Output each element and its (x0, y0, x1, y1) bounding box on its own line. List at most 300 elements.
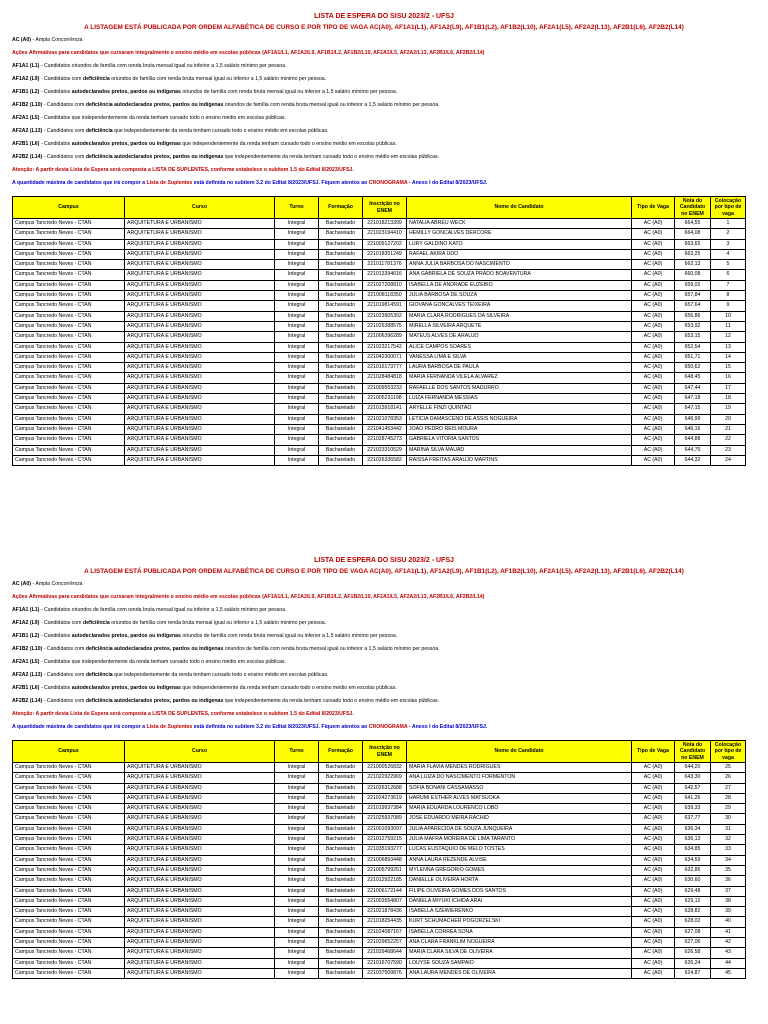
list-section-1 (12, 12, 756, 466)
table-header-row (13, 741, 746, 763)
table-cell: 644,32 (675, 455, 711, 465)
table-cell: Campus Tancredo Neves - CTAN (13, 793, 125, 803)
table-cell: ARQUITETURA E URBANISMO (125, 876, 275, 886)
table-cell: AC (A0) (632, 404, 675, 414)
table-cell: GABRIELA VITORIA SANTOS (407, 435, 632, 445)
quota-line (12, 73, 756, 86)
table-cell: Integral (275, 311, 319, 321)
table-cell: Bacharelado (319, 249, 363, 259)
table-cell: AC (A0) (632, 865, 675, 875)
column-header: Turno (275, 197, 319, 219)
table-cell: 36 (711, 876, 746, 886)
table-cell: Integral (275, 824, 319, 834)
table-cell: DANIELA MIYUKI ICHIDA ARAI (407, 896, 632, 906)
table-cell: 221042300071 (363, 352, 407, 362)
table-cell: 24 (711, 455, 746, 465)
table-cell: 221008118350 (363, 291, 407, 301)
table-cell: AC (A0) (632, 321, 675, 331)
attention-text: Atenção: A partir desta Lista de Espera será composta a LISTA DE SUPLENTES, conforme estabelece o subitem 1.5 do Edital 8/2023/UFSJ. (12, 167, 354, 173)
table-row (13, 291, 746, 301)
table-cell: Integral (275, 424, 319, 434)
quota-emphasis: deficiência autodeclarados pretos, pardos ou indígenas (85, 698, 224, 704)
table-row (13, 249, 746, 259)
quota-text: que independentemente da renda tenham cursado todo o ensino médio em escolas públicas. (223, 154, 440, 160)
table-cell: 626,24 (675, 958, 711, 968)
table-cell: 221024087167 (363, 927, 407, 937)
table-cell: NATALIA ABREU WECK (407, 219, 632, 229)
table-cell: MIRELLA SILVEIRA ARQUETE (407, 321, 632, 331)
table-cell: 1 (711, 219, 746, 229)
table-cell: ARQUITETURA E URBANISMO (125, 342, 275, 352)
table-cell: Bacharelado (319, 783, 363, 793)
table-cell: Bacharelado (319, 301, 363, 311)
table-row (13, 876, 746, 886)
table-cell: 221027208810 (363, 280, 407, 290)
ac-line (12, 34, 756, 47)
table-cell: Integral (275, 239, 319, 249)
column-header: Curso (125, 741, 275, 763)
quota-emphasis: autodeclarados pretos, pardos ou indígenas (71, 633, 181, 639)
table-cell: 221005231198 (363, 394, 407, 404)
column-header: Campus (13, 741, 125, 763)
table-cell: Bacharelado (319, 435, 363, 445)
table-cell: ARQUITETURA E URBANISMO (125, 280, 275, 290)
table-cell: ARQUITETURA E URBANISMO (125, 896, 275, 906)
table-cell: Integral (275, 814, 319, 824)
table-cell: 221025937089 (363, 814, 407, 824)
table-cell: 14 (711, 352, 746, 362)
table-cell: AC (A0) (632, 804, 675, 814)
table-cell: AC (A0) (632, 260, 675, 270)
table-cell: Integral (275, 917, 319, 927)
table-cell: AC (A0) (632, 855, 675, 865)
quota-text: - Candidatos (39, 141, 72, 147)
table-cell: Campus Tancredo Neves - CTAN (13, 249, 125, 259)
table-cell: AC (A0) (632, 845, 675, 855)
table-cell: 221001093097 (363, 824, 407, 834)
table-row (13, 301, 746, 311)
table-cell: Bacharelado (319, 855, 363, 865)
waitlist-table (12, 196, 746, 466)
table-cell: 644,75 (675, 445, 711, 455)
quota-code: AF2A2 (L13) (12, 672, 43, 678)
table-cell: Integral (275, 845, 319, 855)
table-cell: 34 (711, 855, 746, 865)
table-row (13, 321, 746, 331)
table-cell: 653,92 (675, 321, 711, 331)
table-cell: HARUMI ESTHER ALVES MATSUOKA (407, 793, 632, 803)
table-cell: ARQUITETURA E URBANISMO (125, 917, 275, 927)
table-cell: 634,85 (675, 845, 711, 855)
quota-code: AF1A1 (L1) (12, 607, 40, 613)
table-cell: AC (A0) (632, 280, 675, 290)
quota-code: AF2B1 (L6) (12, 141, 40, 147)
table-cell: 662,13 (675, 260, 711, 270)
table-cell: AC (A0) (632, 886, 675, 896)
quota-line (12, 60, 756, 73)
table-row (13, 239, 746, 249)
quota-line (12, 604, 756, 617)
table-row (13, 917, 746, 927)
table-cell: ARQUITETURA E URBANISMO (125, 773, 275, 783)
table-cell: Bacharelado (319, 321, 363, 331)
table-cell: Integral (275, 938, 319, 948)
table-cell: Integral (275, 763, 319, 773)
table-row (13, 373, 746, 383)
table-cell: 663,25 (675, 249, 711, 259)
table-cell: ARQUITETURA E URBANISMO (125, 865, 275, 875)
quantity-text-a: A quantidade máxima de candidatos que irá compor a (12, 180, 147, 186)
table-cell: Integral (275, 394, 319, 404)
table-cell: AC (A0) (632, 332, 675, 342)
table-cell: Bacharelado (319, 445, 363, 455)
table-cell: Integral (275, 373, 319, 383)
table-cell: 221005799251 (363, 865, 407, 875)
quota-code: AF1B1 (L2) (12, 89, 40, 95)
table-cell: 8 (711, 291, 746, 301)
table-cell: ARQUITETURA E URBANISMO (125, 383, 275, 393)
table-cell: GIOVANA GONCALVES TEIXEIRA (407, 301, 632, 311)
table-cell: 627,06 (675, 938, 711, 948)
table-cell: AC (A0) (632, 793, 675, 803)
quota-emphasis: autodeclarados pretos, pardos ou indígenas (71, 89, 181, 95)
table-cell: AC (A0) (632, 291, 675, 301)
table-row (13, 907, 746, 917)
table-cell: Campus Tancredo Neves - CTAN (13, 824, 125, 834)
table-cell: 221021878436 (363, 907, 407, 917)
table-cell: Integral (275, 352, 319, 362)
column-header: Colocação por tipo de vaga (711, 741, 746, 763)
table-row (13, 332, 746, 342)
table-cell: Integral (275, 342, 319, 352)
quota-code: AF2B2 (L14) (12, 698, 43, 704)
table-cell: ARQUITETURA E URBANISMO (125, 835, 275, 845)
table-cell: LURY GALDINO KATO (407, 239, 632, 249)
table-cell: Campus Tancredo Neves - CTAN (13, 845, 125, 855)
table-cell: Bacharelado (319, 824, 363, 834)
quota-text: oriundos de família com renda bruta mensal igual ou inferior a 1,5 salário mínimo per pessoa. (180, 89, 398, 95)
table-row (13, 342, 746, 352)
column-header: Tipo de Vaga (632, 741, 675, 763)
quota-definitions (12, 60, 756, 164)
table-cell: ARQUITETURA E URBANISMO (125, 394, 275, 404)
table-cell: AC (A0) (632, 927, 675, 937)
table-cell: Integral (275, 927, 319, 937)
table-cell: ISABELLA CORREA SONA (407, 927, 632, 937)
table-cell: AC (A0) (632, 270, 675, 280)
table-cell: LUIZA FERNANDA MESSIAS (407, 394, 632, 404)
table-cell: 40 (711, 917, 746, 927)
table-cell: 2 (711, 229, 746, 239)
table-cell: 221013918141 (363, 404, 407, 414)
quota-text: que independentemente da renda tenham cursado todo o ensino médio em escolas públicas. (112, 672, 329, 678)
affirmative-actions-codes: (AF1A1/L1, AF1A2/L9, AF1B1/L2, AF1B2/L10, AF2A1/L5, AF2A2/L13, AF2B1/L6, AF2B2/L14) (262, 594, 485, 600)
list-section-2 (12, 556, 756, 979)
table-cell: 221029652257 (363, 938, 407, 948)
table-cell: 221018254435 (363, 917, 407, 927)
quota-line (12, 99, 756, 112)
table-cell: 646,16 (675, 424, 711, 434)
table-cell: 221011781376 (363, 260, 407, 270)
table-cell: 221026388575 (363, 321, 407, 331)
table-cell: Integral (275, 363, 319, 373)
table-cell: AC (A0) (632, 394, 675, 404)
table-cell: 15 (711, 363, 746, 373)
table-cell: AC (A0) (632, 219, 675, 229)
table-cell: DANIELLE OLIVEIRA HORTA (407, 876, 632, 886)
table-cell: Integral (275, 907, 319, 917)
table-cell: ARQUITETURA E URBANISMO (125, 814, 275, 824)
table-cell: 221016173777 (363, 363, 407, 373)
attention-text: Atenção: A partir desta Lista de Espera será composta a LISTA DE SUPLENTES, conforme estabelece o subitem 1.5 do Edital 8/2023/UFSJ. (12, 711, 354, 717)
table-cell: 26 (711, 773, 746, 783)
quantity-text-d: CRONOGRAMA (368, 724, 408, 730)
table-cell: MYLENNA GREGORIO GOMES (407, 865, 632, 875)
quota-definitions (12, 604, 756, 708)
table-cell: 221003554807 (363, 896, 407, 906)
list-title: LISTA DE ESPERA DO SISU 2023/2 - UFSJ (314, 13, 454, 20)
table-cell: Bacharelado (319, 865, 363, 875)
table-cell: Campus Tancredo Neves - CTAN (13, 876, 125, 886)
table-cell: 20 (711, 414, 746, 424)
table-cell: Campus Tancredo Neves - CTAN (13, 373, 125, 383)
table-cell: ARQUITETURA E URBANISMO (125, 352, 275, 362)
table-row (13, 763, 746, 773)
table-cell: 9 (711, 301, 746, 311)
table-row (13, 383, 746, 393)
table-cell: ARQUITETURA E URBANISMO (125, 363, 275, 373)
table-cell: AC (A0) (632, 239, 675, 249)
table-cell: 647,15 (675, 404, 711, 414)
quota-line (12, 630, 756, 643)
table-cell: AC (A0) (632, 352, 675, 362)
table-cell: Campus Tancredo Neves - CTAN (13, 332, 125, 342)
table-cell: Integral (275, 249, 319, 259)
table-cell: Bacharelado (319, 291, 363, 301)
table-cell: 221041453442 (363, 424, 407, 434)
list-title: LISTA DE ESPERA DO SISU 2023/2 - UFSJ (314, 557, 454, 564)
table-cell: AC (A0) (632, 383, 675, 393)
table-row (13, 363, 746, 373)
table-cell: 663,65 (675, 239, 711, 249)
table-cell: AC (A0) (632, 917, 675, 927)
table-cell: Campus Tancredo Neves - CTAN (13, 301, 125, 311)
table-cell: 43 (711, 948, 746, 958)
table-cell: ARQUITETURA E URBANISMO (125, 270, 275, 280)
table-cell: Integral (275, 835, 319, 845)
table-cell: 627,08 (675, 927, 711, 937)
table-cell: AC (A0) (632, 907, 675, 917)
table-row (13, 865, 746, 875)
table-cell: 221018351249 (363, 249, 407, 259)
table-cell: LUCAS EUSTAQUIO DE MELO TOSTES (407, 845, 632, 855)
table-cell: AC (A0) (632, 824, 675, 834)
quota-text: oriundos de família com renda bruta mensal igual ou inferior a 1,5 salário mínimo per pessoa. (109, 76, 327, 82)
table-cell: 664,08 (675, 229, 711, 239)
quota-text: que independentemente da renda tenham cursado todo o ensino médio em escolas públicas. (180, 685, 397, 691)
table-cell: 629,48 (675, 886, 711, 896)
table-cell: Bacharelado (319, 229, 363, 239)
affirmative-actions-intro: Ações Afirmativas para candidatos que cursaram integralmente o ensino médio em escolas públicas (12, 594, 261, 600)
table-cell: 644,20 (675, 763, 711, 773)
table-cell: Bacharelado (319, 239, 363, 249)
quota-text: oriundos de família com renda bruta mensal igual ou inferior a 1,5 salário mínimo per pessoa. (223, 102, 440, 108)
section-header (12, 12, 756, 196)
table-cell: Bacharelado (319, 804, 363, 814)
table-cell: Bacharelado (319, 968, 363, 978)
quota-text: - Candidatos que independentemente da renda tenham cursado todo o ensino médio em escolas públicas. (39, 659, 286, 665)
quota-code: AF2B2 (L14) (12, 154, 43, 160)
table-cell: Integral (275, 404, 319, 414)
table-cell: JULIA BARBOSA DE SOUZA (407, 291, 632, 301)
table-cell: Integral (275, 260, 319, 270)
table-cell: ARQUITETURA E URBANISMO (125, 445, 275, 455)
table-cell: 630,60 (675, 876, 711, 886)
table-cell: 28 (711, 793, 746, 803)
table-cell: 651,71 (675, 352, 711, 362)
table-cell: 653,15 (675, 332, 711, 342)
table-cell: 38 (711, 896, 746, 906)
table-cell: 33 (711, 845, 746, 855)
table-row (13, 948, 746, 958)
table-cell: AC (A0) (632, 783, 675, 793)
quota-text: oriundos de família com renda bruta mensal igual ou inferior a 1,5 salário mínimo per pessoa. (109, 620, 327, 626)
table-cell: ISABELLA DE ANDRADE EUZEBIO (407, 280, 632, 290)
table-cell: Bacharelado (319, 260, 363, 270)
table-cell: SOFIA BONANI CASSAMASSO (407, 783, 632, 793)
table-cell: 221026312688 (363, 783, 407, 793)
table-cell: AC (A0) (632, 958, 675, 968)
table-row (13, 845, 746, 855)
quota-code: AF2B1 (L6) (12, 685, 40, 691)
table-cell: 41 (711, 927, 746, 937)
table-cell: LETICIA DAMASCENO DE ASSIS NOGUEIRA (407, 414, 632, 424)
table-cell: 644,88 (675, 435, 711, 445)
quota-text: - Candidatos com (42, 646, 86, 652)
table-cell: 25 (711, 763, 746, 773)
table-cell: Campus Tancredo Neves - CTAN (13, 865, 125, 875)
quota-line (12, 695, 756, 708)
table-cell: 636,34 (675, 824, 711, 834)
table-cell: Integral (275, 968, 319, 978)
table-cell: ARQUITETURA E URBANISMO (125, 958, 275, 968)
table-row (13, 958, 746, 968)
table-cell: ARQUITETURA E URBANISMO (125, 321, 275, 331)
table-cell: Campus Tancredo Neves - CTAN (13, 260, 125, 270)
table-cell: MATEUS ALVES DE ARAUJO (407, 332, 632, 342)
table-cell: ANNA LAURA REZENDE ALVISE (407, 855, 632, 865)
quota-line (12, 112, 756, 125)
quota-text: - Candidatos com (42, 154, 86, 160)
quota-code: AF1A2 (L9) (12, 620, 40, 626)
table-cell: Bacharelado (319, 219, 363, 229)
table-cell: Campus Tancredo Neves - CTAN (13, 424, 125, 434)
list-subtitle: A LISTAGEM ESTÁ PUBLICADA POR ORDEM ALFABÉTICA DE CURSO E POR TIPO DE VAGA AC(A0), AF1A1(L1), AF1A2(L9), AF1B1(L2), AF1B2(L10), AF2A1(L5), AF2A2(L13), AF2B1(L6), AF2B2(L14) (84, 568, 684, 575)
table-cell: Bacharelado (319, 352, 363, 362)
table-cell: 632,86 (675, 865, 711, 875)
table-cell: 634,59 (675, 855, 711, 865)
quota-line (12, 86, 756, 99)
table-cell: Bacharelado (319, 938, 363, 948)
quantity-text-b: Lista de Suplentes (146, 724, 193, 730)
table-cell: Campus Tancredo Neves - CTAN (13, 855, 125, 865)
table-cell: HEMILLY GONCALVES DERCORE (407, 229, 632, 239)
table-cell: Integral (275, 793, 319, 803)
quantity-text-b: Lista de Suplentes (146, 180, 193, 186)
table-cell: Bacharelado (319, 927, 363, 937)
table-cell: Bacharelado (319, 455, 363, 465)
table-cell: 652,54 (675, 342, 711, 352)
quota-line (12, 643, 756, 656)
quota-line (12, 669, 756, 682)
table-cell: Integral (275, 886, 319, 896)
attention-notice (12, 708, 756, 721)
table-cell: 650,62 (675, 363, 711, 373)
table-cell: AC (A0) (632, 835, 675, 845)
table-cell: Bacharelado (319, 383, 363, 393)
table-cell: 664,55 (675, 219, 711, 229)
quantity-text-c: está definida no subitem 3.2 do Edital 8/2023/UFSJ. Fiquem atentos ao (192, 180, 369, 186)
table-row (13, 814, 746, 824)
table-cell: 221012922185 (363, 876, 407, 886)
quota-code: AF1A2 (L9) (12, 76, 40, 82)
table-cell: ARQUITETURA E URBANISMO (125, 938, 275, 948)
table-cell: ARQUITETURA E URBANISMO (125, 763, 275, 773)
table-cell: 641,26 (675, 793, 711, 803)
table-cell: Bacharelado (319, 835, 363, 845)
table-cell: Campus Tancredo Neves - CTAN (13, 445, 125, 455)
table-cell: ALICE CAMPOS SOARES (407, 342, 632, 352)
table-cell: 221022922969 (363, 773, 407, 783)
table-cell: ANA GABRIELA DE SOUZA PRADO BOAVENTURA (407, 270, 632, 280)
table-cell: Campus Tancredo Neves - CTAN (13, 311, 125, 321)
table-cell: MARIA EDUARDA LOURENCO LOBO (407, 804, 632, 814)
table-row (13, 394, 746, 404)
table-cell: 624,87 (675, 968, 711, 978)
table-cell: ISABELLA SZEWIERENKO (407, 907, 632, 917)
table-cell: VANESSA LIMA E SILVA (407, 352, 632, 362)
column-header: Inscrição no ENEM (363, 741, 407, 763)
table-cell: 221019814591 (363, 301, 407, 311)
table-cell: Bacharelado (319, 414, 363, 424)
table-cell: 221026336582 (363, 455, 407, 465)
table-cell: Campus Tancredo Neves - CTAN (13, 814, 125, 824)
table-cell: 35 (711, 865, 746, 875)
table-cell: ARQUITETURA E URBANISMO (125, 404, 275, 414)
column-header: Nome do Candidato (407, 197, 632, 219)
table-cell: 221028484818 (363, 373, 407, 383)
table-cell: Bacharelado (319, 332, 363, 342)
table-cell: ARQUITETURA E URBANISMO (125, 793, 275, 803)
table-cell: Campus Tancredo Neves - CTAN (13, 804, 125, 814)
table-cell: 221028745273 (363, 435, 407, 445)
table-cell: 4 (711, 249, 746, 259)
table-row (13, 927, 746, 937)
quota-text: - Candidatos (39, 89, 72, 95)
quota-code: AF1B2 (L10) (12, 102, 43, 108)
table-cell: AC (A0) (632, 876, 675, 886)
quantity-notice (12, 177, 756, 190)
table-cell: 647,44 (675, 383, 711, 393)
table-cell: Campus Tancredo Neves - CTAN (13, 907, 125, 917)
table-cell: 628,02 (675, 917, 711, 927)
table-cell: Campus Tancredo Neves - CTAN (13, 352, 125, 362)
table-cell: Bacharelado (319, 896, 363, 906)
table-cell: RAFAEL AKIRA UDO (407, 249, 632, 259)
column-header: Nota do Candidato no ENEM (675, 741, 711, 763)
quota-line (12, 617, 756, 630)
table-cell: Campus Tancredo Neves - CTAN (13, 455, 125, 465)
